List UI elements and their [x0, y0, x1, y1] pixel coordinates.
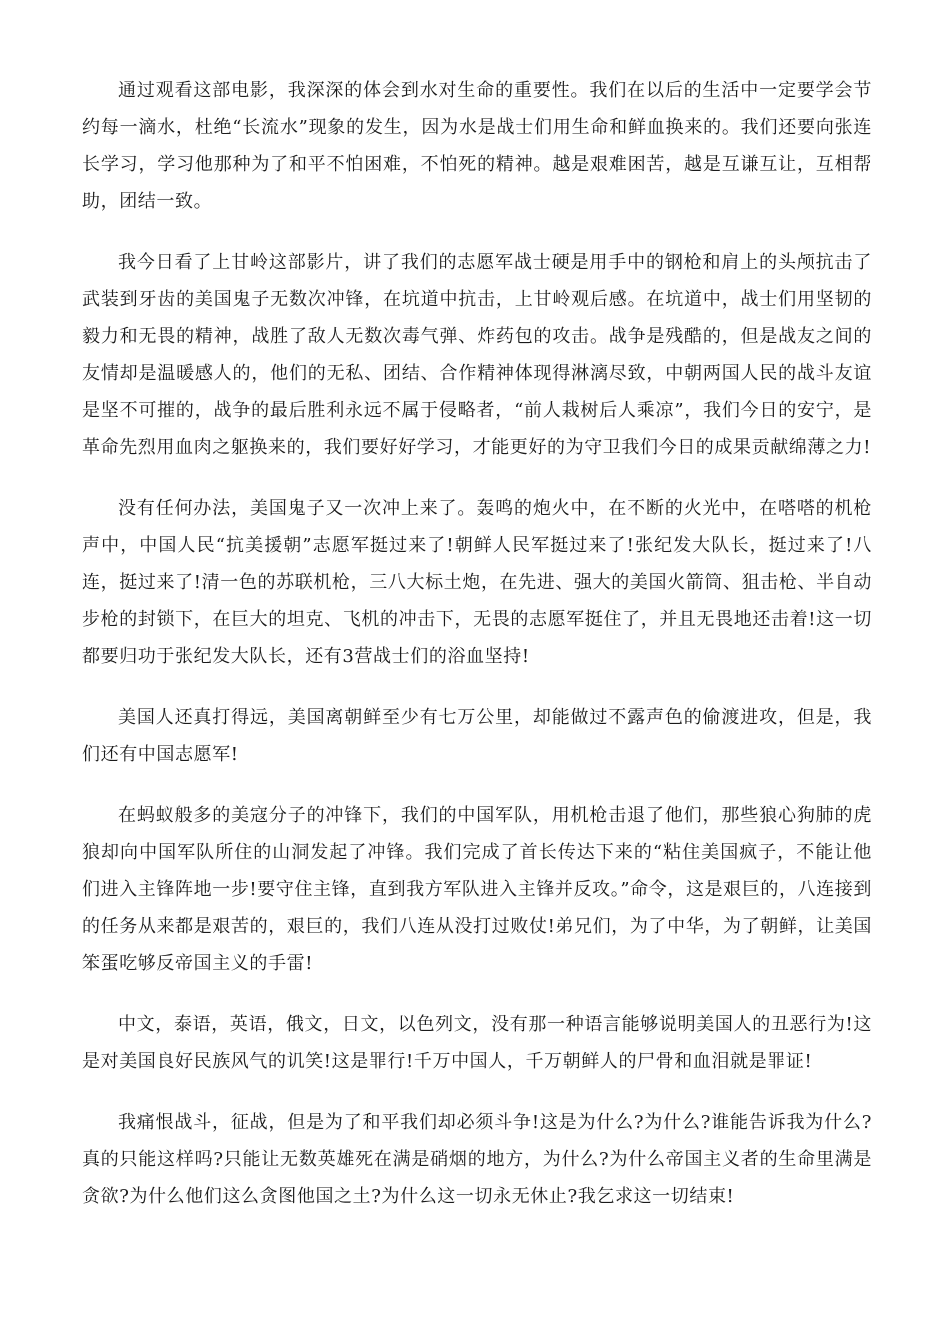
paragraph: 我痛恨战斗，征战，但是为了和平我们却必须斗争!这是为什么?为什么?谁能告诉我为什么?真的只能这样吗?只能让无数英雄死在满是硝烟的地方，为什么?为什么帝国主义者的生命里满是贪欲?为什么他们这么贪图他国之土?为什么这一切永无休止?我乞求这一切结束! — [82, 1112, 872, 1207]
paragraph: 在蚂蚁般多的美寇分子的冲锋下，我们的中国军队，用机枪击退了他们，那些狼心狗肺的虎狼却向中国军队所住的山洞发起了冲锋。我们完成了首长传达下来的“粘住美国疯子，不能让他们进入主锋阵地一步!要守住主锋，直到我方军队进入主锋并反攻。”命令，这是艰巨的，八连接到的任务从来都是艰苦的，艰巨的，我们八连从没打过败仗!弟兄们，为了中华，为了朝鲜，让美国笨蛋吃够反帝国主义的手雷! — [82, 805, 872, 974]
paragraph: 通过观看这部电影，我深深的体会到水对生命的重要性。我们在以后的生活中一定要学会节约每一滴水，杜绝“长流水”现象的发生，因为水是战士们用生命和鲜血换来的。我们还要向张连长学习，学习他那种为了和平不怕困难，不怕死的精神。越是艰难困苦，越是互谦互让，互相帮助，团结一致。 — [82, 80, 872, 212]
paragraph: 中文，泰语，英语，俄文，日文，以色列文，没有那一种语言能够说明美国人的丑恶行为!这是对美国良好民族风气的讥笑!这是罪行!千万中国人，千万朝鲜人的尸骨和血泪就是罪证! — [82, 1014, 872, 1072]
document-page — [82, 72, 872, 1239]
paragraph: 没有任何办法，美国鬼子又一次冲上来了。轰鸣的炮火中，在不断的火光中，在嗒嗒的机枪声中，中国人民“抗美援朝”志愿军挺过来了!朝鲜人民军挺过来了!张纪发大队长，挺过来了!八连，挺过来了!清一色的苏联机枪，三八大标土炮，在先进、强大的美国火箭筒、狙击枪、半自动步枪的封锁下，在巨大的坦克、飞机的冲击下，无畏的志愿军挺住了，并且无畏地还击着!这一切都要归功于张纪发大队长，还有3营战士们的浴血坚持! — [82, 498, 872, 667]
paragraph: 我今日看了上甘岭这部影片，讲了我们的志愿军战士硬是用手中的钢枪和肩上的头颅抗击了武装到牙齿的美国鬼子无数次冲锋，在坑道中抗击，上甘岭观后感。在坑道中，战士们用坚韧的毅力和无畏的精神，战胜了敌人无数次毒气弹、炸药包的攻击。战争是残酷的，但是战友之间的友情却是温暖感人的，他们的无私、团结、合作精神体现得淋漓尽致，中朝两国人民的战斗友谊是坚不可摧的，战争的最后胜利永远不属于侵略者，“前人栽树后人乘凉”，我们今日的安宁，是革命先烈用血肉之躯换来的，我们要好好学习，才能更好的为守卫我们今日的成果贡献绵薄之力! — [82, 252, 872, 458]
paragraph: 美国人还真打得远，美国离朝鲜至少有七万公里，却能做过不露声色的偷渡进攻，但是，我们还有中国志愿军! — [82, 707, 872, 765]
